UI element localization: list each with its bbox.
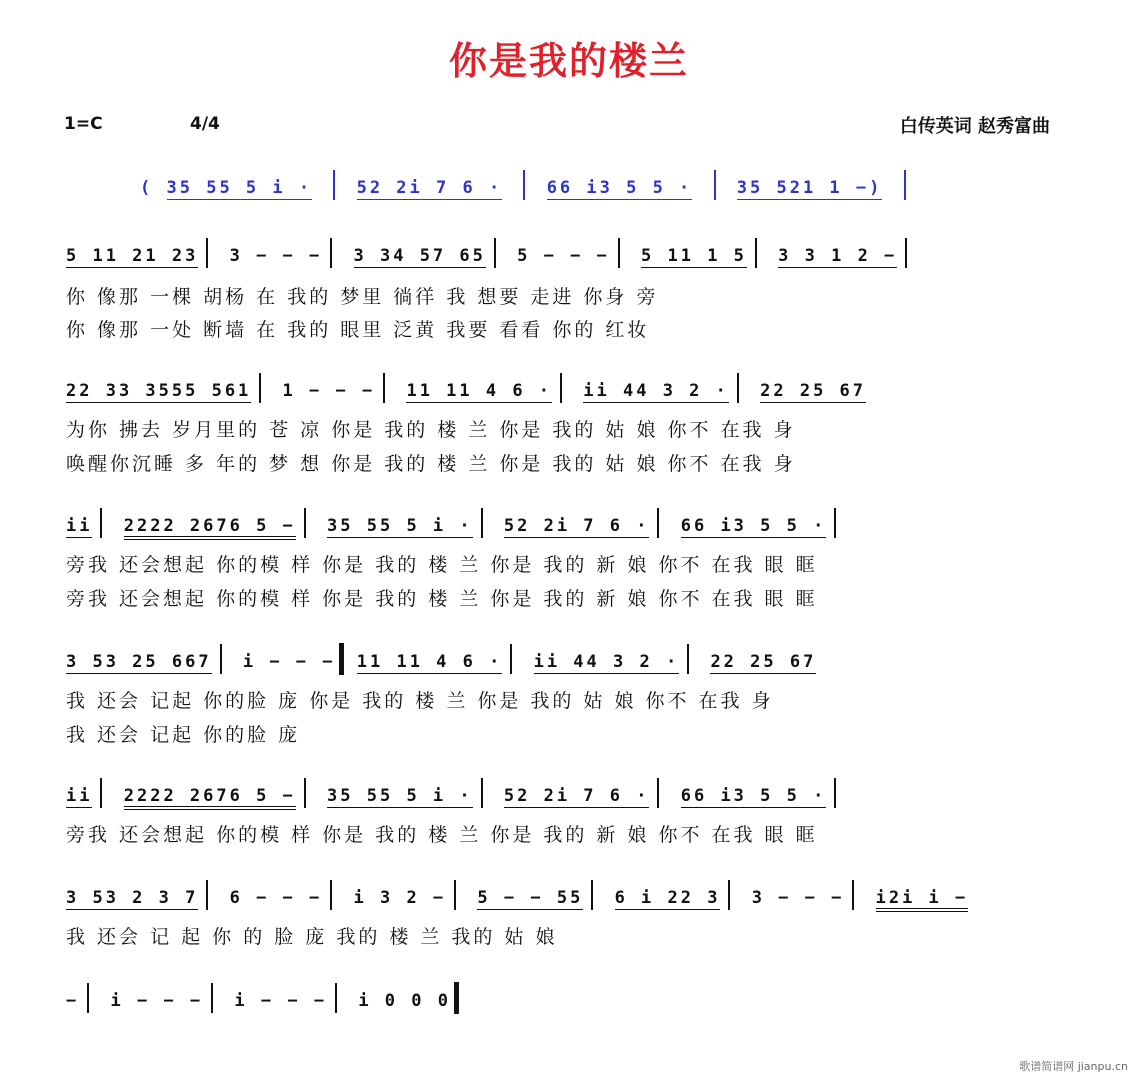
measure: 52 2i 7 6 ·	[503, 786, 650, 806]
lyric-line: 我 还会 记 起 你 的 脸 庞 我的 楼 兰 我的 姑 娘	[66, 926, 558, 948]
measure: 22 25 67	[710, 652, 817, 672]
measure: 3 3 1 2 −	[778, 246, 898, 266]
measure: 1 − − −	[282, 381, 376, 401]
barline	[728, 880, 730, 910]
intro-measure: 66 i3 5 5 ·	[546, 178, 693, 198]
measure: 66 i3 5 5 ·	[680, 516, 827, 536]
measure: 66 i3 5 5 ·	[680, 786, 827, 806]
intro-measure: 52 2i 7 6 ·	[356, 178, 503, 198]
barline	[454, 880, 456, 910]
time-signature: 4/4	[190, 114, 220, 134]
barline	[333, 170, 335, 200]
barline	[591, 880, 593, 910]
barline	[330, 880, 332, 910]
lyric-line: 你 像那 一处 断墙 在 我的 眼里 泛黄 我要 看看 你的 红妆	[66, 319, 650, 341]
barline	[494, 238, 496, 268]
measure: ii 44 3 2 ·	[533, 652, 680, 672]
measure: i − − −	[242, 652, 336, 672]
notation-line-1	[66, 238, 915, 268]
measure: 3 53 25 667	[66, 652, 212, 672]
measure: 11 11 4 6 ·	[406, 381, 553, 401]
barline	[481, 508, 483, 538]
lyric-line: 旁我 还会想起 你的模 样 你是 我的 楼 兰 你是 我的 新 娘 你不 在我 眼 眶	[66, 824, 818, 846]
barline	[100, 778, 102, 808]
barline	[330, 238, 332, 268]
intro-paren: (	[140, 178, 154, 198]
lyric-line: 唤醒你沉睡 多 年的 梦 想 你是 我的 楼 兰 你是 我的 姑 娘 你不 在我 身	[66, 453, 796, 475]
barline	[560, 373, 562, 403]
final-barline	[454, 982, 459, 1014]
measure: 3 34 57 65	[353, 246, 486, 266]
measure: 6 i 22 3	[614, 888, 721, 908]
barline	[304, 508, 306, 538]
measure: ii	[66, 786, 93, 806]
barline	[618, 238, 620, 268]
measure: −	[66, 991, 80, 1011]
measure: 35 55 5 i ·	[327, 786, 473, 806]
key-signature: 1=C	[64, 114, 103, 134]
measure: 3 − − −	[751, 888, 845, 908]
measure: ii	[66, 516, 93, 536]
credits: 白传英词 赵秀富曲	[899, 116, 1050, 137]
notation-line-4	[66, 643, 816, 675]
barline	[737, 373, 739, 403]
barline	[523, 170, 525, 200]
measure: 5 11 21 23	[66, 246, 199, 266]
notation-line-6	[66, 880, 968, 910]
barline	[755, 238, 757, 268]
barline	[904, 170, 906, 200]
measure: ii 44 3 2 ·	[583, 381, 729, 401]
notation-line-7	[66, 982, 459, 1014]
barline	[206, 238, 208, 268]
barline	[220, 644, 222, 674]
measure: i − − −	[234, 991, 328, 1011]
measure: 35 55 5 i ·	[327, 516, 473, 536]
barline	[100, 508, 102, 538]
barline	[206, 880, 208, 910]
barline	[87, 983, 89, 1013]
measure: 5 11 1 5	[641, 246, 747, 266]
lyric-line: 我 还会 记起 你的脸 庞 你是 我的 楼 兰 你是 我的 姑 娘 你不 在我 身	[66, 690, 774, 712]
barline	[852, 880, 854, 910]
measure: i 0 0 0	[358, 991, 451, 1011]
barline	[211, 983, 213, 1013]
measure: 6 − − −	[229, 888, 323, 908]
measure: 52 2i 7 6 ·	[503, 516, 650, 536]
barline	[510, 644, 512, 674]
intro-line	[140, 170, 914, 200]
barline	[304, 778, 306, 808]
measure: 3 53 2 3 7	[66, 888, 199, 908]
measure: i − − −	[110, 991, 204, 1011]
barline	[714, 170, 716, 200]
intro-measure: 35 55 5 i ·	[166, 178, 313, 198]
measure: 5 − − −	[517, 246, 610, 266]
measure: 22 33 3555 561	[66, 381, 252, 401]
watermark: 歌谱简谱网 jianpu.cn	[1019, 1060, 1128, 1073]
barline	[834, 508, 836, 538]
measure: 2222 2676 5 −	[124, 786, 296, 810]
measure: i2i i −	[876, 888, 969, 912]
lyric-line: 你 像那 一棵 胡杨 在 我的 梦里 徜徉 我 想要 走进 你身 旁	[66, 286, 659, 308]
barline	[383, 373, 385, 403]
barline	[834, 778, 836, 808]
barline	[687, 644, 689, 674]
measure: 22 25 67	[760, 381, 867, 401]
barline	[481, 778, 483, 808]
notation-line-5	[66, 778, 844, 808]
barline	[905, 238, 907, 268]
notation-line-2	[66, 373, 866, 403]
lyric-line: 旁我 还会想起 你的模 样 你是 我的 楼 兰 你是 我的 新 娘 你不 在我 眼 眶	[66, 554, 818, 576]
lyric-line: 我 还会 记起 你的脸 庞	[66, 724, 301, 746]
lyric-line: 为你 拂去 岁月里的 苍 凉 你是 我的 楼 兰 你是 我的 姑 娘 你不 在我 身	[66, 419, 796, 441]
lyric-line: 旁我 还会想起 你的模 样 你是 我的 楼 兰 你是 我的 新 娘 你不 在我 眼 眶	[66, 588, 818, 610]
notation-line-3	[66, 508, 844, 538]
measure: 2222 2676 5 −	[124, 516, 296, 540]
measure: 11 11 4 6 ·	[356, 652, 503, 672]
measure: i 3 2 −	[353, 888, 447, 908]
barline	[657, 508, 659, 538]
measure: 5 − − 55	[477, 888, 584, 908]
intro-measure: 35 521 1 −)	[736, 178, 883, 198]
measure: 3 − − −	[229, 246, 323, 266]
barline	[335, 983, 337, 1013]
song-title: 你是我的楼兰	[448, 39, 689, 83]
barline	[259, 373, 261, 403]
repeat-barline	[339, 643, 344, 675]
barline	[657, 778, 659, 808]
